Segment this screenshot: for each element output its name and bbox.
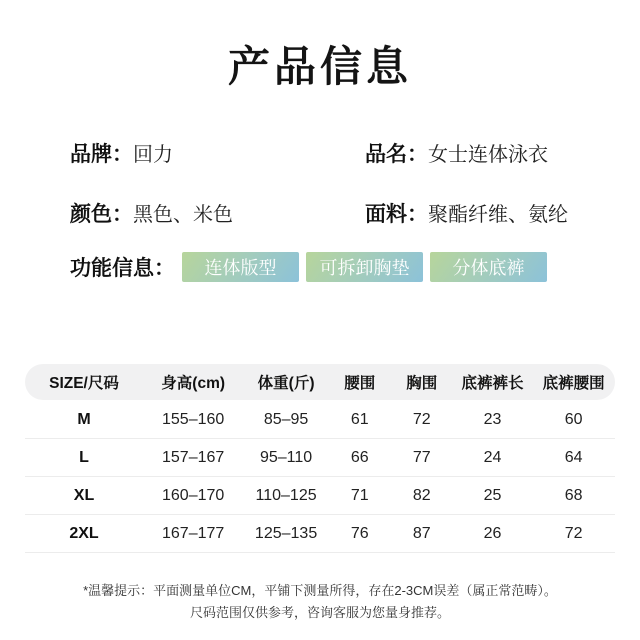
weight-cell: 125–135 [254,524,318,542]
height-cell: 155–160 [162,410,225,428]
weight-cell: 95–110 [259,448,313,466]
attr-fabric-label: 面料： [365,203,428,226]
attr-fabric [365,198,610,228]
table-row-l [25,439,615,477]
footnote [0,580,640,624]
bottom-waist-cell: 60 [564,410,583,428]
attr-color [70,198,365,228]
attr-brand-label: 品牌： [70,143,133,166]
feature-tag-removable-pad: 可拆卸胸垫 [306,252,423,282]
bottom-length-cell: 26 [483,524,502,542]
attr-color-label: 颜色： [70,203,133,226]
page-title: 产品信息 [227,43,412,90]
waist-cell: 76 [350,524,369,542]
table-row-m [25,401,615,439]
height-cell: 160–170 [162,486,225,504]
col-header-bottom-length: 底裤裤长 [461,375,524,392]
attr-color-value: 黑色、米色 [133,204,233,226]
bottom-length-cell: 25 [483,486,502,504]
size-cell: XL [73,486,95,504]
bust-cell: 87 [412,524,431,542]
attr-brand [70,138,365,168]
bust-cell: 77 [412,448,431,466]
attr-product-name [365,138,610,168]
size-cell: 2XL [69,524,99,542]
table-row-xl [25,477,615,515]
table-row-2xl [25,515,615,553]
bottom-length-cell: 24 [483,448,502,466]
product-attributes [0,138,640,228]
feature-tag-separate-bottom: 分体底裤 [430,252,547,282]
waist-cell: 61 [350,410,369,428]
features-row [0,252,640,282]
bottom-waist-cell: 64 [564,448,583,466]
feature-tag-one-piece: 连体版型 [182,252,299,282]
col-header-weight: 体重(斤) [257,375,315,392]
height-cell: 167–177 [162,524,225,542]
bottom-waist-cell: 72 [564,524,583,542]
bottom-waist-cell: 68 [564,486,583,504]
size-table-header-row [25,364,615,400]
waist-cell: 71 [350,486,369,504]
waist-cell: 66 [350,448,369,466]
weight-cell: 85–95 [263,410,309,428]
col-header-waist: 腰围 [344,375,376,392]
bust-cell: 82 [412,486,431,504]
col-header-size: SIZE/尺码 [49,375,119,392]
features-label: 功能信息： [70,257,175,280]
size-cell: L [79,448,89,466]
attr-brand-value: 回力 [133,144,173,166]
size-cell: M [77,410,91,428]
footnote-line-2: 尺码范围仅供参考，咨询客服为您量身推荐。 [189,605,450,620]
weight-cell: 110–125 [255,486,317,504]
height-cell: 157–167 [162,448,225,466]
attr-product-name-value: 女士连体泳衣 [428,144,548,166]
size-table [25,364,615,553]
bust-cell: 72 [412,410,431,428]
col-header-height: 身高(cm) [161,375,226,392]
col-header-bust: 胸围 [406,375,438,392]
bottom-length-cell: 23 [483,410,502,428]
footnote-line-1: *温馨提示：平面测量单位CM，平铺下测量所得，存在2-3CM误差（属正常范畴）。 [83,583,557,598]
attr-product-name-label: 品名： [365,143,428,166]
col-header-bottom-waist: 底裤腰围 [542,375,605,392]
attr-fabric-value: 聚酯纤维、氨纶 [428,204,568,226]
